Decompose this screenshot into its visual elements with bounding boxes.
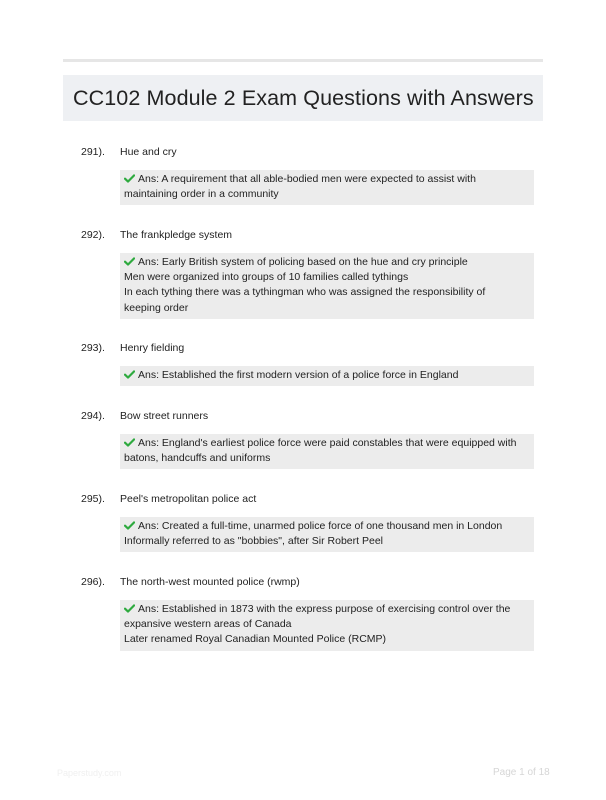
page-title: CC102 Module 2 Exam Questions with Answers — [73, 85, 534, 110]
page-number: Page 1 of 18 — [493, 767, 550, 778]
title-banner — [63, 75, 543, 121]
check-icon — [124, 604, 135, 613]
answer-box — [120, 600, 534, 651]
answer-line: keeping order — [124, 301, 189, 314]
answer-box — [120, 366, 534, 386]
answer-line: Ans: Early British system of policing based on the hue and cry principle — [124, 255, 530, 270]
check-icon — [124, 438, 135, 447]
answer-line: batons, handcuffs and uniforms — [124, 452, 271, 465]
question-number: 295). — [81, 493, 105, 505]
answer-box — [120, 253, 534, 319]
question-number: 291). — [81, 146, 105, 158]
check-icon — [124, 174, 135, 183]
answer-line: Ans: England's earliest police force were paid constables that were equipped with — [124, 436, 530, 451]
footer-watermark: Paperstudy.com — [57, 768, 122, 778]
answer-line: Ans: Established the first modern version of a police force in England — [124, 368, 530, 383]
question-text: The north-west mounted police (rwmp) — [120, 576, 300, 588]
answer-box — [120, 170, 534, 205]
question-text: Henry fielding — [120, 342, 185, 354]
check-icon — [124, 521, 135, 530]
question-number: 294). — [81, 410, 105, 422]
check-icon — [124, 257, 135, 266]
question-number: 296). — [81, 576, 105, 588]
answer-line: Men were organized into groups of 10 families called tythings — [124, 271, 409, 284]
answer-line: Ans: Established in 1873 with the express purpose of exercising control over the — [124, 602, 530, 617]
top-divider — [63, 59, 543, 62]
answer-line: maintaining order in a community — [124, 188, 279, 201]
answer-line: expansive western areas of Canada — [124, 618, 292, 631]
question-text: The frankpledge system — [120, 229, 233, 241]
answer-line: Informally referred to as "bobbies", after Sir Robert Peel — [124, 535, 383, 548]
answer-line: Ans: Created a full-time, unarmed police force of one thousand men in London — [124, 519, 530, 534]
question-number: 293). — [81, 342, 105, 354]
answer-line: In each tything there was a tythingman who was assigned the responsibility of — [124, 286, 486, 299]
question-text: Hue and cry — [120, 146, 177, 158]
question-text: Bow street runners — [120, 410, 209, 422]
answer-box — [120, 517, 534, 552]
answer-line: Later renamed Royal Canadian Mounted Police (RCMP) — [124, 633, 387, 646]
check-icon — [124, 370, 135, 379]
answer-box — [120, 434, 534, 469]
answer-line: Ans: A requirement that all able-bodied men were expected to assist with — [124, 172, 530, 187]
question-number: 292). — [81, 229, 105, 241]
question-text: Peel's metropolitan police act — [120, 493, 257, 505]
